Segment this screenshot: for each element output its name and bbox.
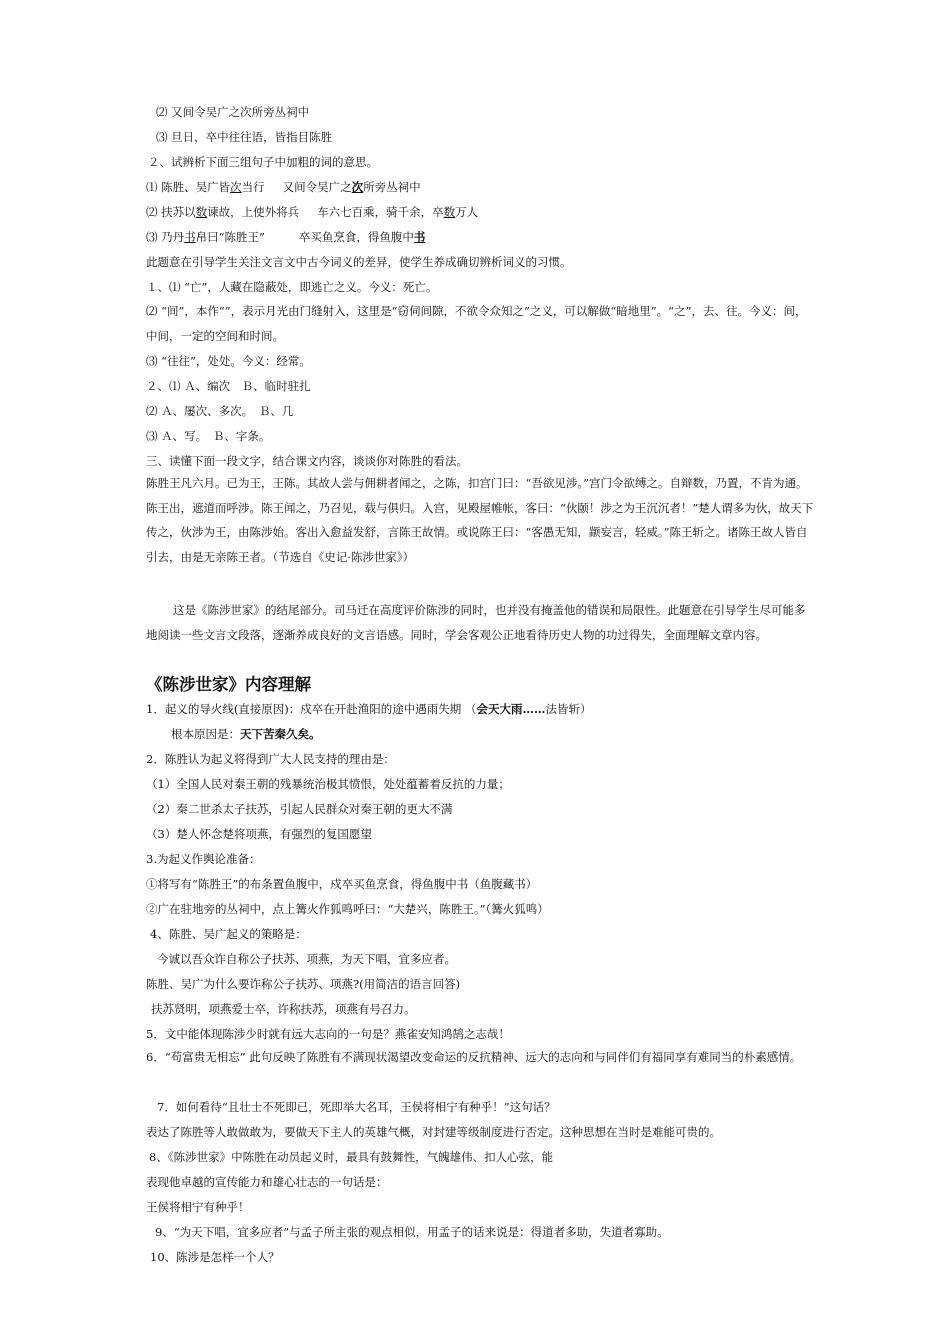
list-item: 表达了陈胜等人敢做敢为，要做天下主人的英雄气概，对封建等级制度进行否定。这种思想在当时是难能可贵的。 [146, 1125, 721, 1139]
list-item: 表现他卓越的宣传能力和雄心壮志的一句话是： [146, 1175, 388, 1189]
list-item: 4、陈胜、吴广起义的策略是： [150, 927, 307, 941]
list-item: （2）秦二世杀太子扶苏，引起人民群众对秦王朝的更大不满 [146, 802, 453, 816]
list-item: 扶苏贤明，项燕爱士卒，许称扶苏，项燕有号召力。 [151, 1002, 416, 1016]
answer-line: １、⑴ “亡”，人藏在隐蔽处，即逃亡之义。今义：死亡。 [146, 280, 438, 294]
underlined-word: 书 [184, 230, 196, 244]
section-heading: 《陈涉世家》内容理解 [146, 675, 311, 694]
list-item: 10、陈涉是怎样一个人？ [150, 1250, 280, 1264]
list-item: 7．如何看待“且壮士不死即已，死即举大名耳，王侯将相宁有种乎！”这句话？ [157, 1100, 556, 1114]
bold-underlined-word: 次 [351, 180, 364, 194]
question-3-prompt: 三、读懂下面一段文字，结合课文内容，谈谈你对陈胜的看法。 [146, 454, 468, 468]
list-item: 王侯将相宁有种乎！ [146, 1200, 250, 1214]
answer-line: ⑶ Ａ、写。 Ｂ、字条。 [146, 429, 271, 443]
underlined-word: 数 [443, 205, 456, 219]
underlined-word: 次 [230, 180, 242, 194]
list-item: 8、《陈涉世家》中陈胜在动员起义时，最具有鼓舞性，气魄雄伟、扣人心弦，能 [149, 1150, 554, 1164]
list-item: 3.为起义作舆论准备： [146, 852, 261, 866]
list-item: （1）全国人民对秦王朝的残暴统治极其愤恨，处处蕴蓄着反抗的力量； [146, 777, 510, 791]
list-item: 5．文中能体现陈涉少时就有远大志向的一句是？燕雀安知鸿鹄之志哉！ [146, 1027, 510, 1041]
list-item: ②广在驻地旁的丛祠中，点上篝火作狐鸣呼曰：“大楚兴，陈胜王。”（篝火狐鸣） [146, 902, 549, 916]
passage-paragraph: 陈胜王凡六月。已为王，王陈。其故人尝与佣耕者闻之，之陈，扣宫门曰：“吾欲见涉。”宫门令欲缚之。自辩数，乃置，不肯为通。陈王出，遮道而呼涉。陈王闻之，乃召见，载与俱归。入宫，见殿屋帷帐，客曰：“伙颐！涉之为王沉沉者！”楚人谓多为伙，故天下传之，伙涉为王，由陈涉始。客出入愈益发舒，言陈王故情。或说陈王曰：“客愚无知，颛妄言，轻威。”陈王斩之。诸陈王故人皆自引去，由是无亲陈王者。（节选自《史记·陈涉世家》） [146, 476, 814, 564]
list-item: 陈胜、吴广为什么要诈称公子扶苏、项燕?(用简洁的语言回答) [146, 977, 461, 991]
text-line: 此题意在引导学生关注文言文中古今词义的差异，使学生养成确切辨析词义的习惯。 [146, 255, 572, 269]
list-item: 6．“苟富贵无相忘” 此句反映了陈胜有不满现状渴望改变命运的反抗精神、远大的志向和与同伴们有福同享有难同当的朴素感情。 [146, 1050, 802, 1064]
list-item: 今诚以吾众诈自称公子扶苏、项燕，为天下唱，宜多应者。 [157, 952, 456, 966]
text-line: ⑶ 乃丹书帛曰“陈胜王” 卒买鱼烹食，得鱼腹中书 [146, 230, 426, 244]
text-line: ⑴ 陈胜、吴广皆次当行 又间令吴广之次所旁丛祠中 [146, 180, 421, 194]
answer-line: ⑵ Ａ、屡次、多次。 Ｂ、几 [146, 404, 294, 418]
bold-phrase: 会天大雨…… [476, 702, 546, 716]
answer-line: ２、⑴ Ａ、编次 Ｂ、临时驻扎 [146, 379, 311, 393]
text-line: ⑵ 又间令吴广之次所旁丛祠中 [156, 105, 310, 119]
answer-paragraph: ⑵ “间”，本作“”，表示月光由门缝射入，这里是“窃伺间隙，不欲令众知之”之义，可以解做“暗地里”。“之”，去、往。今义：间，中间，一定的空间和时间。 [146, 304, 807, 343]
underlined-word: 数 [195, 205, 208, 219]
list-item: 9、“为天下唱，宜多应者”与孟子所主张的观点相似，用孟子的话来说是：得道者多助，失道者寡助。 [155, 1225, 669, 1239]
list-item: （3）楚人怀念楚将项燕，有强烈的复国愿望 [146, 827, 372, 841]
bold-phrase: 天下苦秦久矣。 [240, 727, 321, 741]
text-line: ⑶ 旦日，卒中往往语，皆指目陈胜 [156, 130, 333, 144]
list-item: 2．陈胜认为起义将得到广大人民支持的理由是： [146, 752, 395, 766]
text-line: ⑵ 扶苏以数谏故，上使外将兵 车六七百乘，骑千余，卒数万人 [146, 205, 479, 219]
bold-underlined-word: 书 [413, 230, 426, 244]
answer-line: ⑶ “往往”，处处。今义：经常。 [146, 354, 311, 368]
list-item: 根本原因是：天下苦秦久矣。 [171, 727, 321, 741]
analysis-paragraph: 这是《陈涉世家》的结尾部分。司马迁在高度评价陈涉的同时，也并没有掩盖他的错误和局限性。此题意在引导学生尽可能多地阅读一些文言文段落，逐渐养成良好的文言语感。同时，学会客观公正地看待历史人物的功过得失，全面理解文章内容。 [146, 603, 806, 642]
list-item: ①将写有“陈胜王”的布条置鱼腹中，戍卒买鱼烹食，得鱼腹中书（鱼腹藏书） [146, 877, 538, 891]
list-item: 1．起义的导火线(直接原因)：戍卒在开赴渔阳的途中遇雨失期 （会天大雨……法皆斩） [146, 702, 592, 716]
question-2-prompt: ２、试辨析下面三组句子中加粗的词的意思。 [148, 155, 378, 169]
